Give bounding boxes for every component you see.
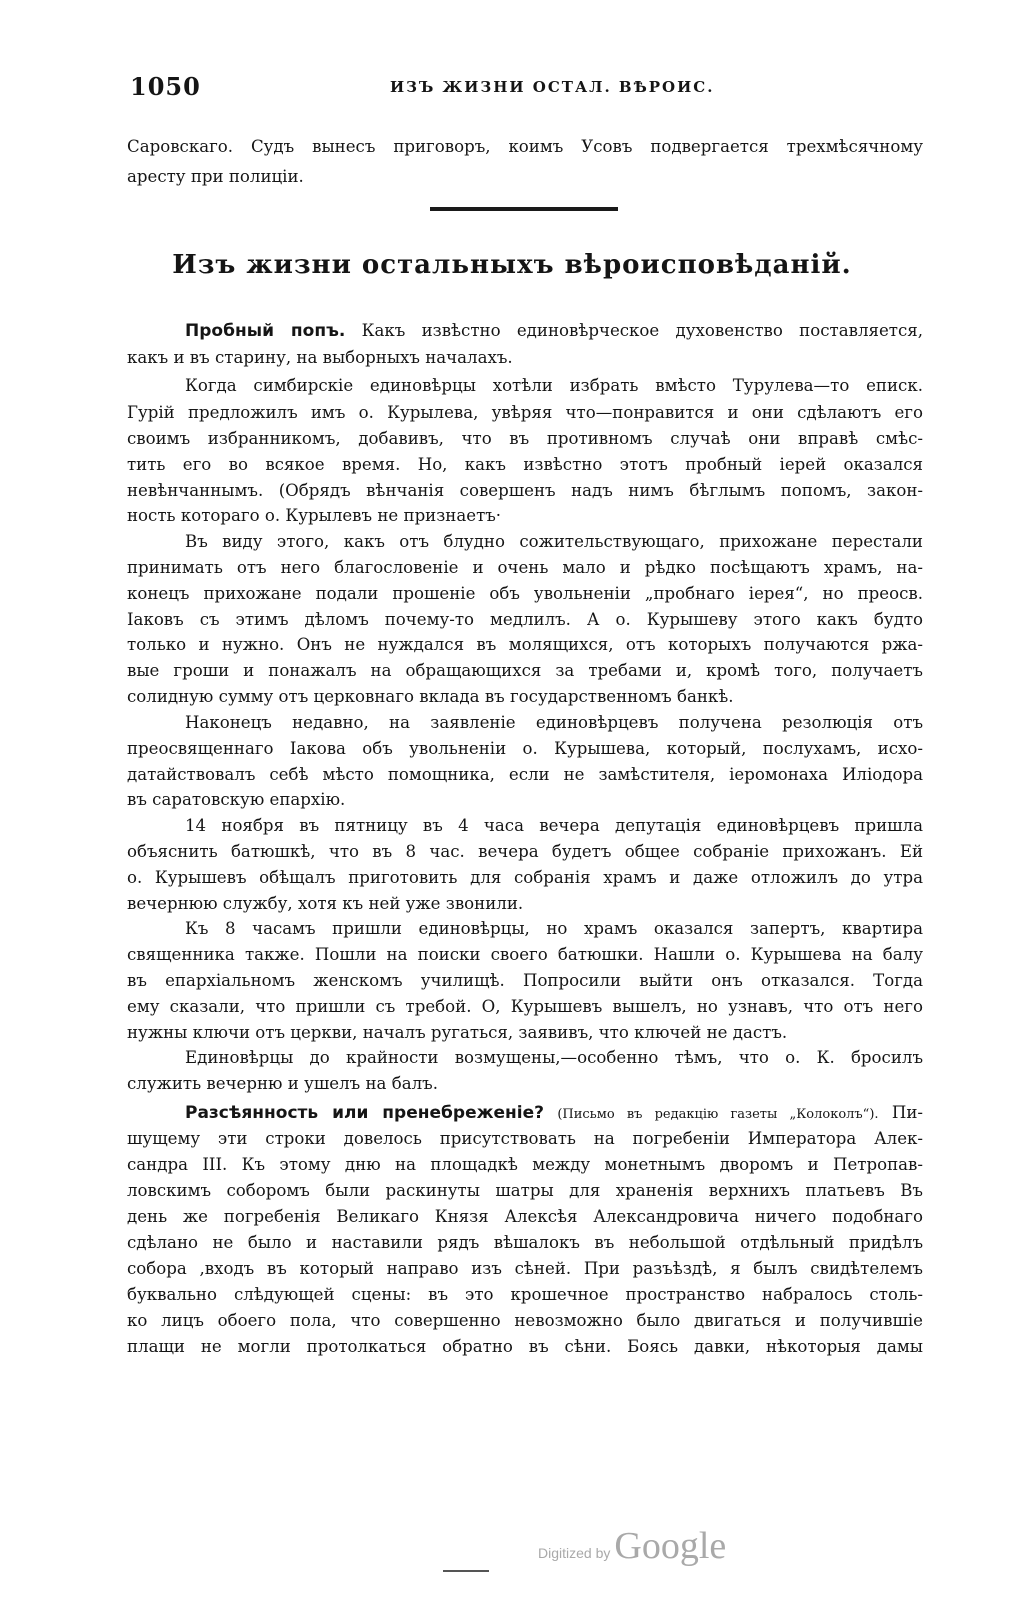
paragraph-line: сандра III. Къ этому дню на площадкѣ между монетнымъ дворомъ и Петропав- — [127, 1155, 923, 1174]
paragraph-line: въ епархіальномъ женскомъ училищѣ. Попросили выйти онъ отказался. Тогда — [127, 971, 923, 990]
paragraph-line: Къ 8 часамъ пришли единовѣрцы, но храмъ оказался запертъ, квартира — [185, 919, 923, 938]
paragraph-line: Разсѣянность или пренебреженіе? (Письмо въ редакцію газеты „Колоколъ“). Пи- — [185, 1103, 923, 1123]
paragraph-line: плащи не могли протолкаться обратно въ сѣни. Боясь давки, нѣкоторыя дамы — [127, 1337, 923, 1356]
paragraph-line: Гурій предложилъ имъ о. Курылева, увѣряя что—понравится и они сдѣлаютъ его — [127, 403, 923, 422]
paragraph-line: сдѣлано не было и наставили рядъ вѣшалокъ въ небольшой отдѣльный придѣлъ — [127, 1233, 923, 1252]
paragraph-line: какъ и въ старину, на выборныхъ началахъ. — [127, 348, 513, 367]
paragraph-line: священника также. Пошли на поиски своего батюшки. Нашли о. Курышева на балу — [127, 945, 923, 964]
paragraph-line: принимать отъ него благословеніе и очень мало и рѣдко посѣщаютъ храмъ, на- — [127, 558, 923, 577]
paragraph-line: тить его во всякое время. Но, какъ извѣстно этотъ пробный іерей оказался — [127, 455, 923, 474]
paragraph-line: Въ виду этого, какъ отъ блудно сожительствующаго, прихожане перестали — [185, 532, 923, 551]
digitized-by-google-watermark — [538, 1524, 726, 1568]
paragraph-line: о. Курышевъ обѣщалъ приготовить для собранія храмъ и даже отложилъ до утра — [127, 868, 923, 887]
paragraph-line: день же погребенія Великаго Князя Алексѣя Александровича ничего подобнаго — [127, 1207, 923, 1226]
paragraph-line: Наконецъ недавно, на заявленіе единовѣрцевъ получена резолюція отъ — [185, 713, 923, 732]
section-divider — [430, 207, 618, 211]
paragraph-line: въ саратовскую епархію. — [127, 790, 346, 809]
paragraph-line: конецъ прихожане подали прошеніе объ увольненіи „пробнаго іерея“, но преосв. — [127, 584, 923, 603]
bottom-dash-mark — [443, 1570, 489, 1572]
section-title: Изъ жизни остальныхъ вѣроисповѣданій. — [172, 250, 852, 280]
paragraph-line: 14 ноября въ пятницу въ 4 часа вечера депутація единовѣрцевъ пришла — [185, 816, 923, 835]
paragraph-line: ловскимъ соборомъ были раскинуты шатры для храненія верхнихъ платьевъ Въ — [127, 1181, 923, 1200]
paragraph-line: ко лицъ обоего пола, что совершенно невозможно было двигаться и получившіе — [127, 1311, 923, 1330]
paragraph-line: только и нужно. Онъ не нуждался въ молящихся, отъ которыхъ получаются ржа- — [127, 635, 923, 654]
paragraph-line: Пробный попъ. Какъ извѣстно единовѣрческое духовенство поставляется, — [185, 321, 923, 341]
google-logo: Google — [614, 1525, 727, 1567]
paragraph-line: ему сказали, что пришли съ требой. О, Курышевъ вышелъ, но узнавъ, что отъ него — [127, 997, 923, 1016]
page-number: 1050 — [130, 72, 201, 101]
paragraph-line: нужны ключи отъ церкви, началъ ругаться, заявивъ, что ключей не дастъ. — [127, 1023, 788, 1042]
paragraph-line: Когда симбирскіе единовѣрцы хотѣли избрать вмѣсто Турулева—то еписк. — [185, 376, 923, 395]
paragraph-line: объяснить батюшкѣ, что въ 8 час. вечера будетъ общее собраніе прихожанъ. Ей — [127, 842, 923, 861]
paragraph-line: собора ,входъ въ который направо изъ сѣней. При разъѣздѣ, я былъ свидѣтелемъ — [127, 1259, 923, 1278]
paragraph-line: Іаковъ съ этимъ дѣломъ почему-то медлилъ. А о. Курышеву этого какъ будто — [127, 610, 923, 629]
paragraph-line: вечернюю службу, хотя къ ней уже звонили. — [127, 894, 524, 913]
paragraph-line: шущему эти строки довелось присутствовать на погребеніи Императора Алек- — [127, 1129, 923, 1148]
paragraph-line: невѣнчаннымъ. (Обрядъ вѣнчанія совершенъ надъ нимъ бѣглымъ попомъ, закон- — [127, 481, 923, 500]
digitized-label: Digitized by — [538, 1545, 611, 1561]
article-heading: Разсѣянность или пренебреженіе? — [185, 1103, 545, 1123]
continuation-line: аресту при полиціи. — [127, 167, 304, 186]
paragraph-line: служить вечерню и ушелъ на балъ. — [127, 1074, 438, 1093]
paragraph-line: ность котораго о. Курылевъ не признаетъ· — [127, 506, 502, 525]
continuation-line: Саровскаго. Судъ вынесъ приговоръ, коимъ Усовъ подвергается трехмѣсячному — [127, 137, 923, 156]
article-heading: Пробный попъ. — [185, 321, 346, 341]
paragraph-line: Единовѣрцы до крайности возмущены,—особенно тѣмъ, что о. К. бросилъ — [185, 1048, 923, 1067]
running-head: ИЗЪ ЖИЗНИ ОСТАЛ. ВѢРОИС. — [390, 78, 715, 96]
paragraph-line: солидную сумму отъ церковнаго вклада въ государственномъ банкѣ. — [127, 687, 734, 706]
article-subnote: (Письмо въ редакцію газеты „Колоколъ“). — [557, 1107, 879, 1122]
paragraph-line: датайствовалъ себѣ мѣсто помощника, если не замѣстителя, іеромонаха Иліодора — [127, 765, 923, 784]
paragraph-line: вые гроши и понажалъ на обращающихся за требами и, кромѣ того, получаетъ — [127, 661, 923, 680]
paragraph-line: буквально слѣдующей сцены: въ это крошечное пространство набралось столь- — [127, 1285, 923, 1304]
paragraph-line: своимъ избранникомъ, добавивъ, что въ противномъ случаѣ они вправѣ смѣс- — [127, 429, 923, 448]
paragraph-line: преосвященнаго Іакова объ увольненіи о. Курышева, который, послухамъ, исхо- — [127, 739, 923, 758]
